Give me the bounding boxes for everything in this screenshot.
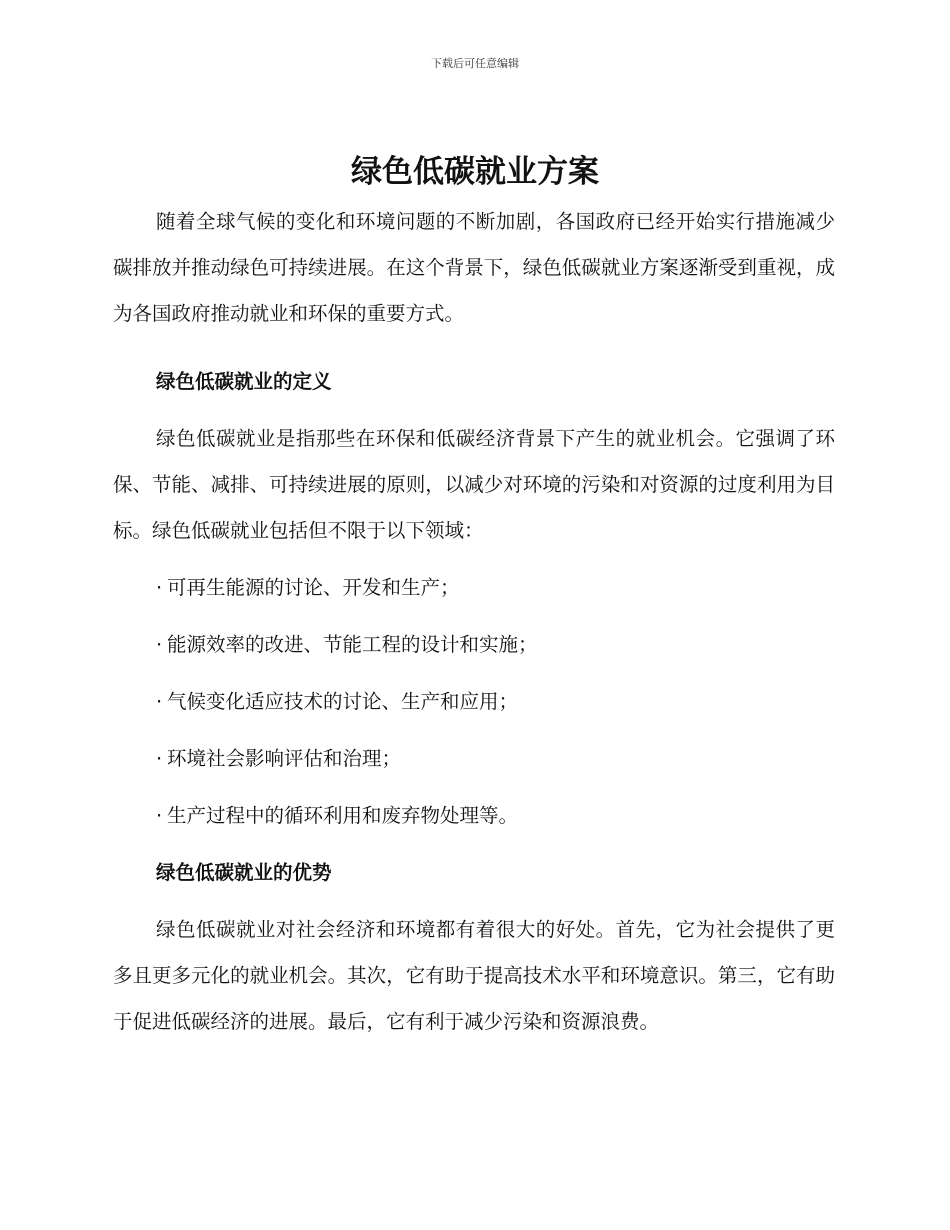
bullet-icon: · (156, 633, 163, 656)
list-item (113, 565, 835, 611)
list-item-text: 气候变化适应技术的讨论、生产和应用； (167, 690, 519, 713)
definition-paragraph: 绿色低碳就业是指那些在环保和低碳经济背景下产生的就业机会。它强调了环保、节能、减排、可持续进展的原则，以减少对环境的污染和对资源的过度利用为目标。绿色低碳就业包括但不限于以下领域： (113, 427, 835, 542)
section-heading-definition: 绿色低碳就业的定义 (156, 370, 332, 393)
list-item-text: 能源效率的改进、节能工程的设计和实施； (167, 633, 538, 656)
document-body (113, 199, 835, 1045)
list-item-text: 环境社会影响评估和治理； (167, 747, 402, 770)
bullet-icon: · (156, 576, 163, 599)
document-title: 绿色低碳就业方案 (351, 154, 599, 190)
intro-paragraph: 随着全球气候的变化和环境问题的不断加剧，各国政府已经开始实行措施减少碳排放并推动绿色可持续进展。在这个背景下，绿色低碳就业方案逐渐受到重视，成为各国政府推动就业和环保的重要方式。 (113, 210, 835, 325)
list-item (113, 679, 835, 725)
bullet-icon: · (156, 747, 163, 770)
list-item-text: 生产过程中的循环利用和废弃物处理等。 (167, 804, 519, 827)
list-item-text: 可再生能源的讨论、开发和生产； (167, 576, 460, 599)
page-header-note: 下载后可任意编辑 (431, 57, 519, 70)
field-list (113, 565, 835, 839)
bullet-icon: · (156, 690, 163, 713)
advantages-paragraph: 绿色低碳就业对社会经济和环境都有着很大的好处。首先，它为社会提供了更多且更多元化的就业机会。其次，它有助于提高技术水平和环境意识。第三，它有助于促进低碳经济的进展。最后，它有利于减少污染和资源浪费。 (113, 918, 835, 1033)
section-heading-advantages: 绿色低碳就业的优势 (156, 861, 332, 884)
section-advantages (113, 850, 835, 1045)
list-item (113, 622, 835, 668)
list-item (113, 736, 835, 782)
section-definition (113, 337, 835, 839)
bullet-icon: · (156, 804, 163, 827)
list-item (113, 793, 835, 839)
